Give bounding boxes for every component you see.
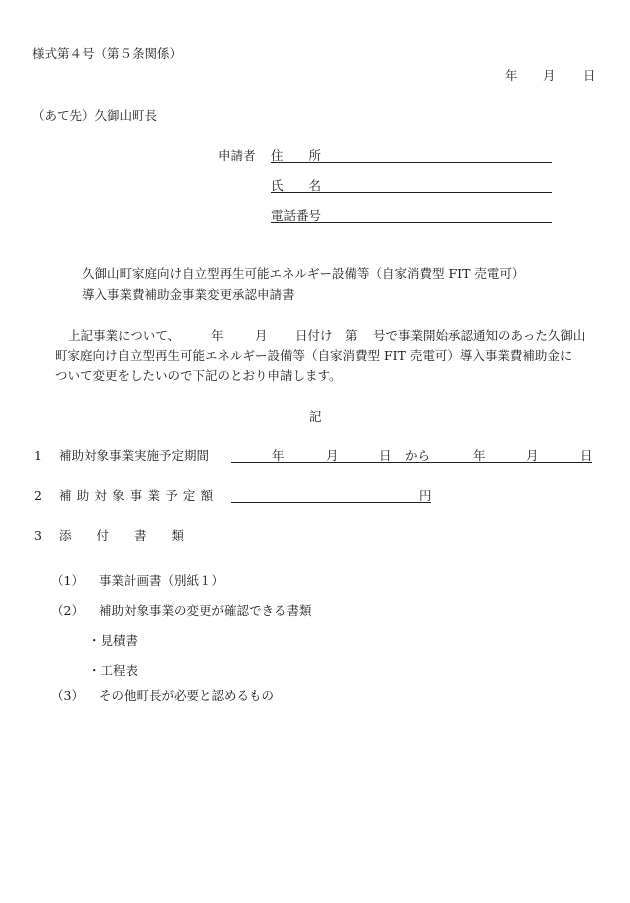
body-no-prefix: 第	[345, 328, 358, 343]
applicant-label: 申請者	[218, 148, 256, 163]
date-day: 日	[583, 68, 596, 83]
body-line1-end: 号で事業開始承認通知のあった久御山	[373, 328, 586, 343]
item3-number: 3	[34, 528, 42, 543]
item1-label: 補助対象事業実施予定期間	[59, 448, 210, 463]
item1-month2: 月	[526, 448, 539, 463]
body-line1-start: 上記事業について、	[68, 328, 181, 343]
date-year: 年	[505, 68, 518, 83]
item1-year2: 年	[473, 448, 486, 463]
name-label: 氏 名	[271, 178, 322, 193]
form-number: 様式第４号（第５条関係）	[32, 46, 183, 61]
item2-label: 補助対象事業予定額	[59, 488, 219, 503]
date-month: 月	[543, 68, 556, 83]
date-line	[505, 68, 596, 84]
address-label: 住 所	[271, 148, 322, 163]
item1-year1: 年	[272, 448, 285, 463]
body-month: 月	[255, 328, 268, 343]
item3-sub2-text: 補助対象事業の変更が確認できる書類	[99, 603, 312, 618]
item3-bullet-schedule: ・工程表	[88, 663, 139, 678]
document-title-line2: 導入事業費補助金事業変更承認申請書	[82, 287, 295, 302]
ki-heading: 記	[309, 409, 322, 424]
item1-day1: 日	[379, 448, 392, 463]
document-title-line1: 久御山町家庭向け自立型再生可能エネルギー設備等（自家消費型 FIT 売電可）	[82, 266, 525, 281]
item3-bullet-estimate: ・見積書	[88, 633, 139, 648]
item3-sub3-text: その他町長が必要と認めるもの	[99, 688, 275, 703]
item2-amount-field[interactable]	[231, 502, 431, 503]
phone-label: 電話番号	[271, 208, 322, 223]
item3-sub1-number: （1）	[51, 573, 84, 588]
item1-number: 1	[34, 448, 42, 463]
item3-sub3-number: （3）	[51, 688, 84, 703]
address-field[interactable]	[271, 162, 552, 163]
item1-month1: 月	[326, 448, 339, 463]
body-line3: ついて変更をしたいので下記のとおり申請します。	[55, 368, 342, 383]
item3-label: 添 付 書 類	[59, 528, 185, 543]
item2-unit: 円	[419, 488, 432, 503]
item3-sub1-text: 事業計画書（別紙１）	[99, 573, 225, 588]
body-day-ref: 日付け	[295, 328, 333, 343]
body-year: 年	[211, 328, 224, 343]
item1-kara: から	[405, 448, 431, 463]
item2-number: 2	[34, 488, 42, 503]
addressee: （あて先）久御山町長	[32, 108, 158, 123]
item1-day2: 日	[580, 448, 593, 463]
name-field[interactable]	[271, 192, 552, 193]
item3-sub2-number: （2）	[51, 603, 84, 618]
body-line2: 町家庭向け自立型再生可能エネルギー設備等（自家消費型 FIT 売電可）導入事業費補助金に	[55, 348, 573, 363]
phone-field[interactable]	[271, 222, 552, 223]
